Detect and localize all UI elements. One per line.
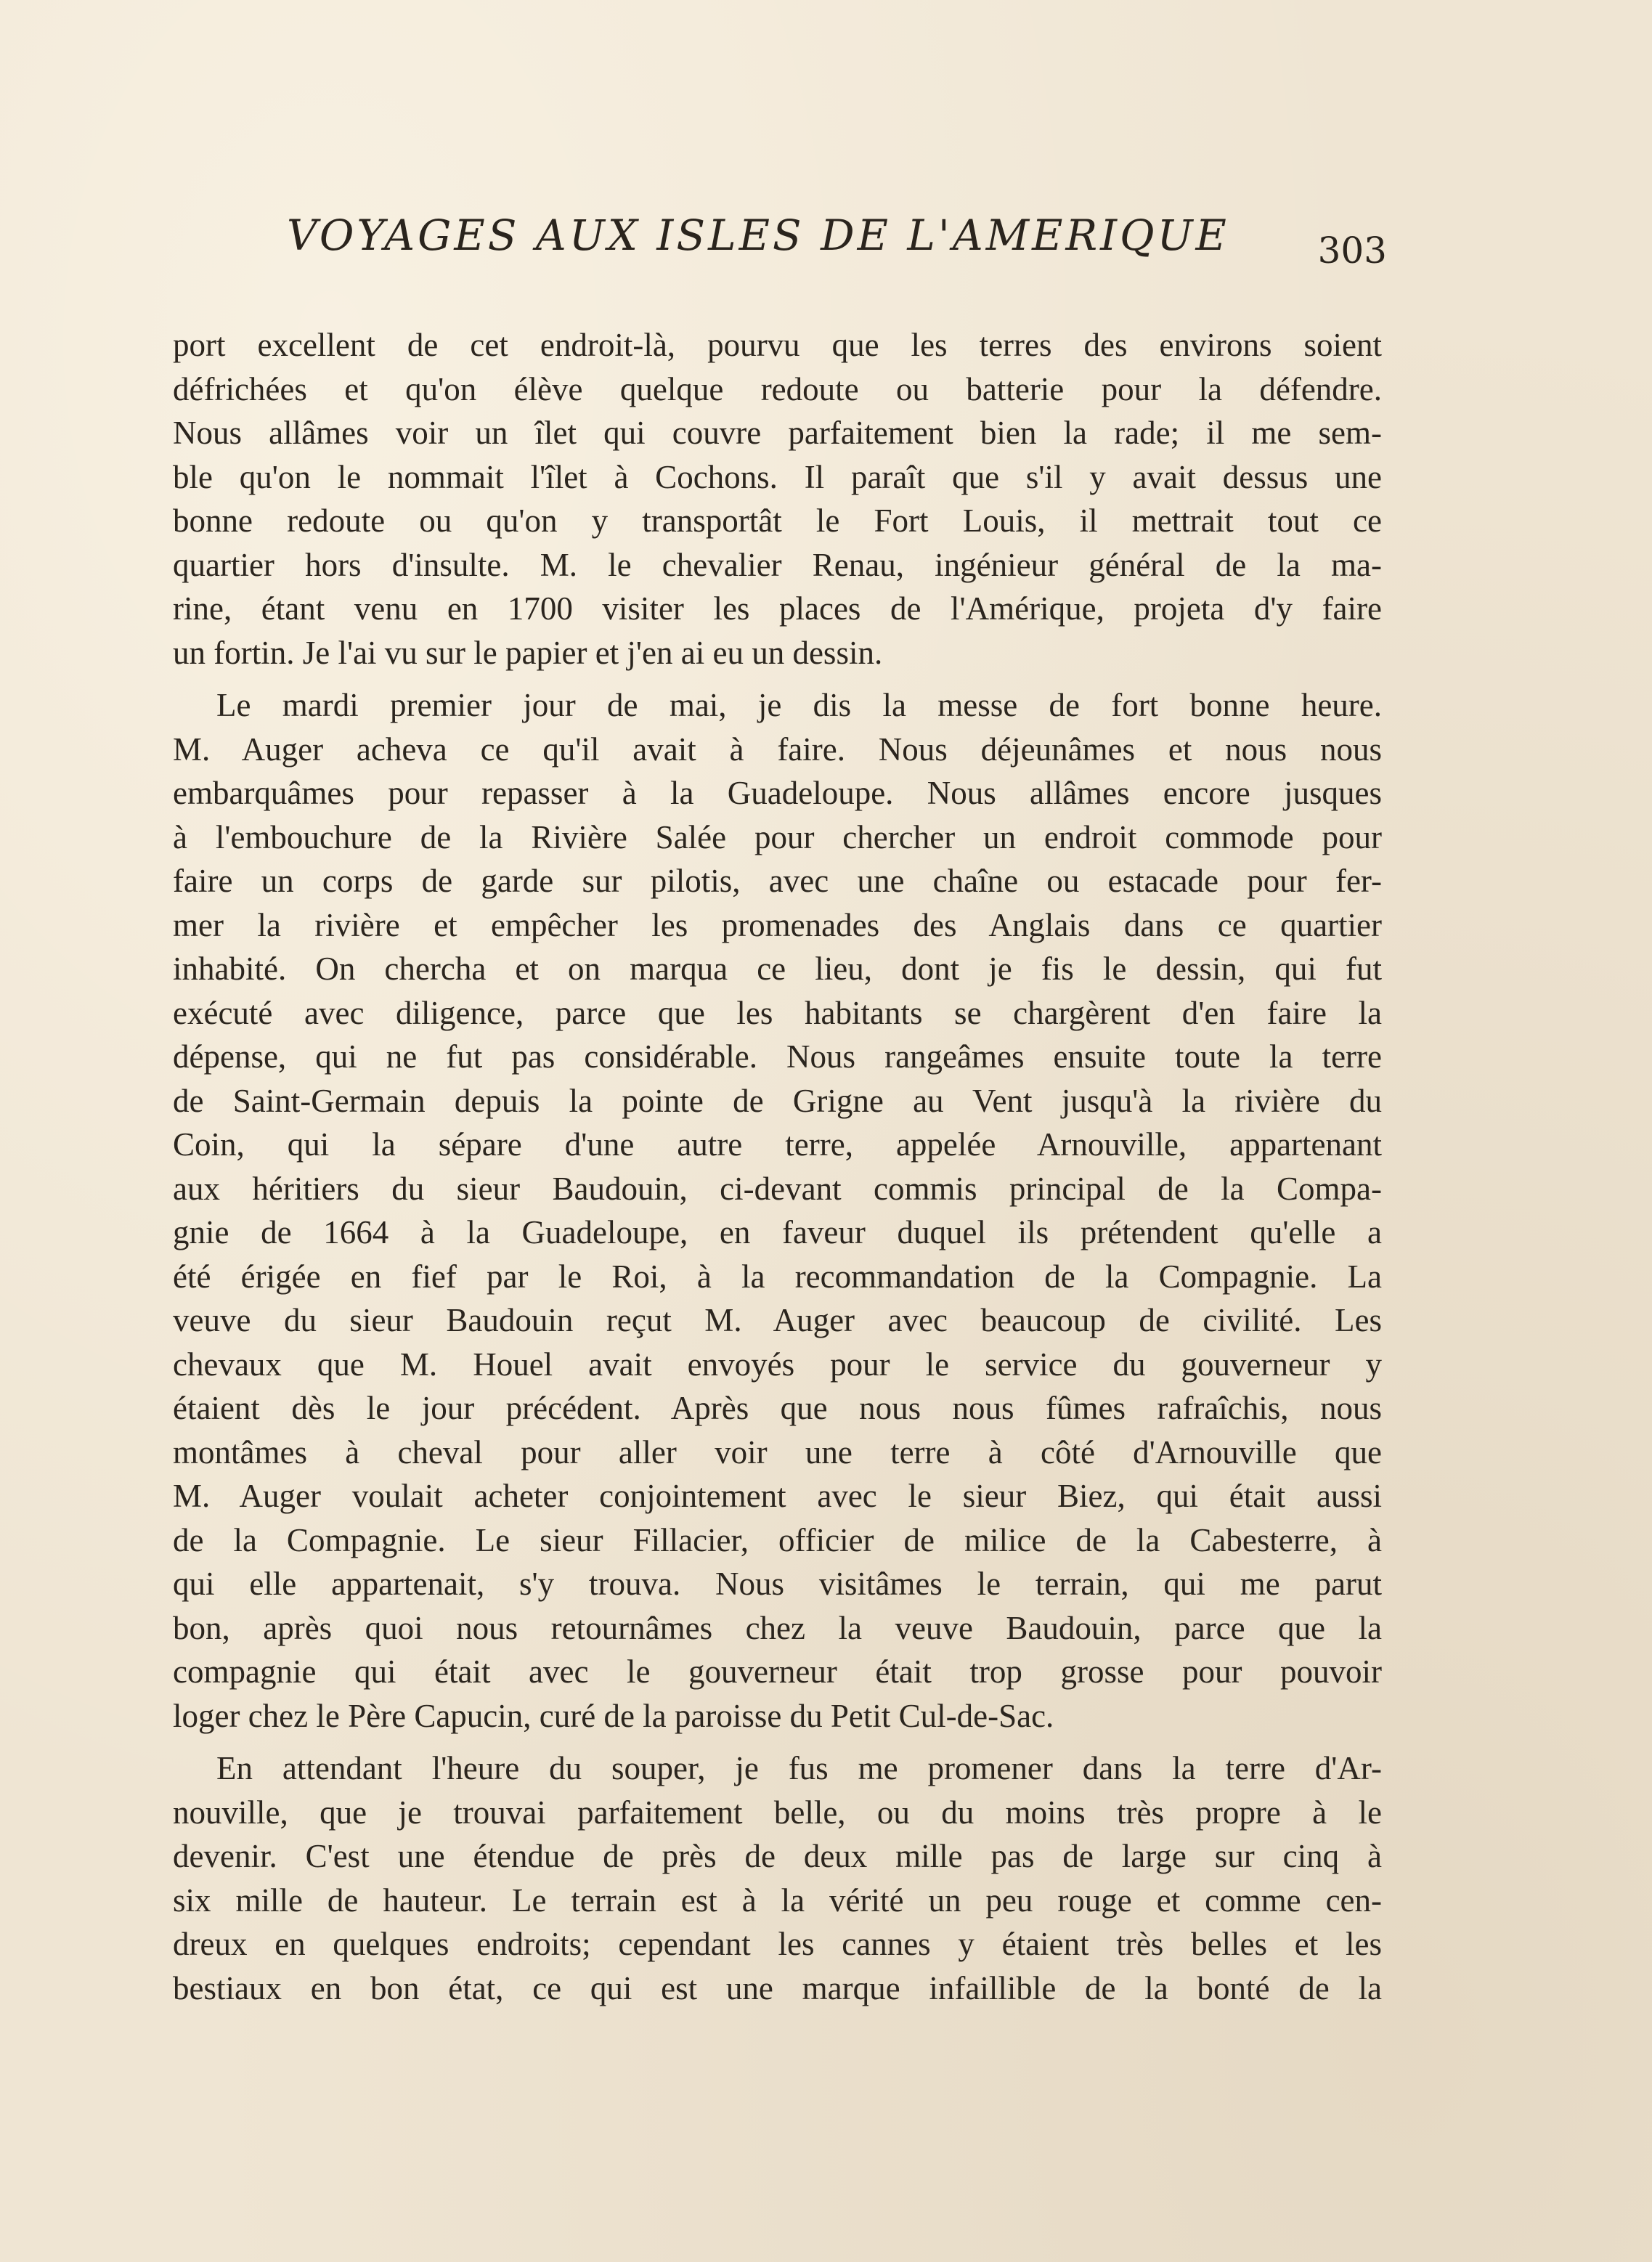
text-line: port excellent de cet endroit-là, pourvu que les terres des environs soient [173, 327, 1382, 363]
text-line: Le mardi premier jour de mai, je dis la messe de fort bonne heure. [216, 687, 1382, 723]
text-line: faire un corps de garde sur pilotis, avec une chaîne ou estacade pour fer- [173, 863, 1382, 899]
text-line: bon, après quoi nous retournâmes chez la veuve Baudouin, parce que la [173, 1609, 1382, 1646]
text-line: exécuté avec diligence, parce que les habitants se chargèrent d'en faire la [173, 994, 1382, 1031]
text-line: bonne redoute ou qu'on y transportât le Fort Louis, il mettrait tout ce [173, 503, 1382, 539]
text-line: M. Auger acheva ce qu'il avait à faire. Nous déjeunâmes et nous nous [173, 731, 1382, 768]
paragraph [173, 1746, 1382, 2010]
text-line: quartier hors d'insulte. M. le chevalier Renau, ingénieur général de la ma- [173, 546, 1382, 583]
page-header [287, 211, 1387, 283]
text-line: défrichées et qu'on élève quelque redoute ou batterie pour la défendre. [173, 370, 1382, 407]
text-line: dépense, qui ne fut pas considérable. Nous rangeâmes ensuite toute la terre [173, 1038, 1382, 1075]
text-line: montâmes à cheval pour aller voir une terre à côté d'Arnouville que [173, 1433, 1382, 1470]
body-text [173, 323, 1382, 2010]
text-line: gnie de 1664 à la Guadeloupe, en faveur duquel ils prétendent qu'elle a [173, 1214, 1382, 1250]
text-line: à l'embouchure de la Rivière Salée pour chercher un endroit commode pour [173, 818, 1382, 855]
text-line: M. Auger voulait acheter conjointement avec le sieur Biez, qui était aussi [173, 1478, 1382, 1514]
text-line: devenir. C'est une étendue de près de deux mille pas de large sur cinq à [173, 1838, 1382, 1874]
text-line: Nous allâmes voir un îlet qui couvre parfaitement bien la rade; il me sem- [173, 415, 1382, 451]
text-line: En attendant l'heure du souper, je fus me promener dans la terre d'Ar- [216, 1750, 1382, 1786]
text-line: inhabité. On chercha et on marqua ce lieu, dont je fis le dessin, qui fut [173, 951, 1382, 987]
text-line: chevaux que M. Houel avait envoyés pour le service du gouverneur y [173, 1346, 1382, 1383]
text-line: bestiaux en bon état, ce qui est une marque infaillible de la bonté de la [173, 1969, 1382, 2006]
text-line: de la Compagnie. Le sieur Fillacier, officier de milice de la Cabesterre, à [173, 1521, 1382, 1558]
text-line: été érigée en fief par le Roi, à la recommandation de la Compagnie. La [173, 1258, 1382, 1295]
text-line: qui elle appartenait, s'y trouva. Nous visitâmes le terrain, qui me parut [173, 1566, 1382, 1602]
text-line: rine, étant venu en 1700 visiter les places de l'Amérique, projeta d'y faire [173, 590, 1382, 627]
text-line: Coin, qui la sépare d'une autre terre, appelée Arnouville, appartenant [173, 1126, 1382, 1163]
page-number: 303 [1317, 229, 1387, 272]
text-line: étaient dès le jour précédent. Après que nous nous fûmes rafraîchis, nous [173, 1390, 1382, 1426]
paragraph [173, 683, 1382, 1738]
text-line: veuve du sieur Baudouin reçut M. Auger avec beaucoup de civilité. Les [173, 1302, 1382, 1338]
text-line: loger chez le Père Capucin, curé de la paroisse du Petit Cul-de-Sac. [173, 1697, 1054, 1734]
text-line: nouville, que je trouvai parfaitement belle, ou du moins très propre à le [173, 1794, 1382, 1831]
text-line: un fortin. Je l'ai vu sur le papier et j'en ai eu un dessin. [173, 634, 883, 671]
text-line: de Saint-Germain depuis la pointe de Grigne au Vent jusqu'à la rivière du [173, 1082, 1382, 1119]
text-line: six mille de hauteur. Le terrain est à la vérité un peu rouge et comme cen- [173, 1881, 1382, 1919]
text-line: embarquâmes pour repasser à la Guadeloupe. Nous allâmes encore jusques [173, 775, 1382, 811]
text-line: aux héritiers du sieur Baudouin, ci-devant commis principal de la Compa- [173, 1170, 1382, 1207]
running-title: VOYAGES AUX ISLES DE L'AMERIQUE [287, 211, 1229, 260]
text-line: mer la rivière et empêcher les promenades des Anglais dans ce quartier [173, 906, 1382, 943]
text-line: ble qu'on le nommait l'îlet à Cochons. Il paraît que s'il y avait dessus une [173, 458, 1382, 495]
text-line: compagnie qui était avec le gouverneur était trop grosse pour pouvoir [173, 1653, 1382, 1690]
paragraph [173, 323, 1382, 675]
text-line: dreux en quelques endroits; cependant les cannes y étaient très belles et les [173, 1926, 1382, 1962]
